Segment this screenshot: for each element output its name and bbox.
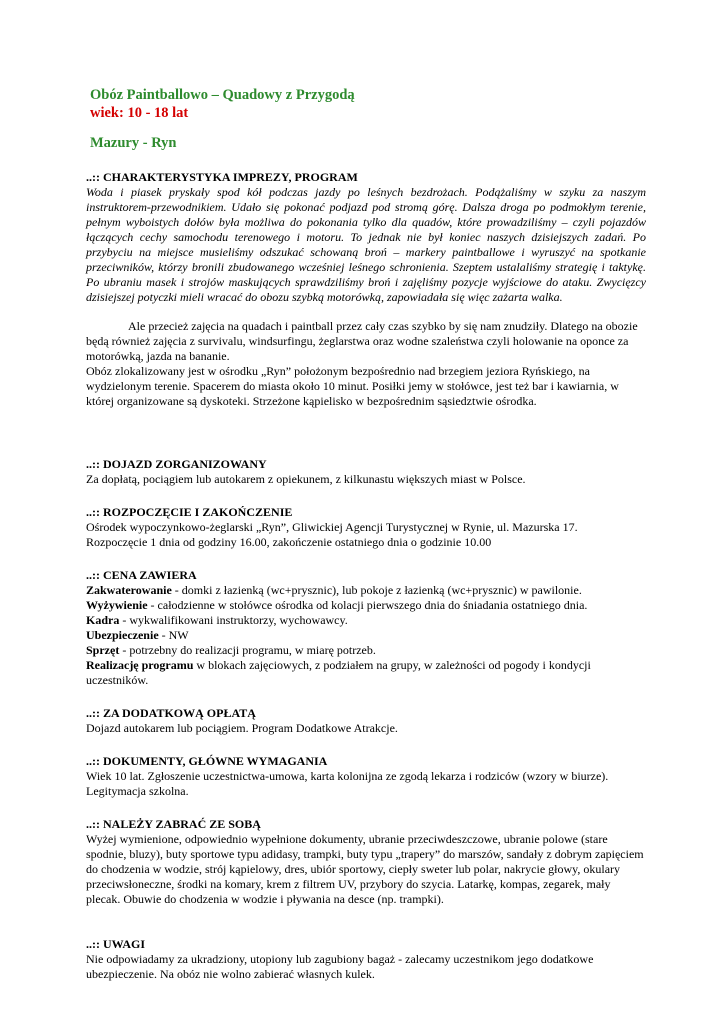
to-bring-section: [86, 817, 646, 907]
start-end-times: Rozpoczęcie 1 dnia od godziny 16.00, zakończenie ostatniego dnia o godzinie 10.00: [86, 535, 492, 549]
start-end-venue: Ośrodek wypoczynkowo-żeglarski „Ryn”, Gliwickiej Agencji Turystycznej w Rynie, ul. Mazurska 17.: [86, 520, 578, 534]
price-includes-heading: ..:: CENA ZAWIERA: [86, 568, 197, 582]
price-item-label: Realizację programu: [86, 658, 194, 672]
price-item-label: Kadra: [86, 613, 120, 627]
extra-fee-text: Dojazd autokarem lub pociągiem. Program Dodatkowe Atrakcje.: [86, 721, 398, 735]
price-item-text: - całodzienne w stołówce ośrodka od kolacji pierwszego dnia do śniadania ostatniego dnia.: [147, 598, 588, 612]
price-includes-section: [86, 568, 646, 688]
price-item-label: Wyżywienie: [86, 598, 148, 612]
program-paragraph-location: Obóz zlokalizowany jest w ośrodku „Ryn” położonym bezpośrednio nad brzegiem jeziora Ryńskiego, na wydzielonym terenie. Spacerem do miasta około 10 minut. Posiłki jemy w stołówce, jest też bar i kawiarnia, w której organizowane są dyskoteki. Strzeżone kąpielisko w bezpośrednim sąsiedztwie ośrodka.: [86, 364, 619, 408]
price-item-insurance: [86, 628, 646, 643]
program-paragraph-activities: Ale przecież zajęcia na quadach i paintball przez cały czas szybko by się nam znudziły. Dlatego na obozie będą również zajęcia z survivalu, windsurfingu, żeglarstwa oraz wodne szaleństwa czyli holowanie na oponce za motorówką, jazda na bananie.: [86, 319, 638, 363]
extra-fee-heading: ..:: ZA DODATKOWĄ OPŁATĄ: [86, 706, 256, 720]
notes-section: [86, 937, 646, 982]
documents-section: [86, 754, 646, 799]
price-item-staff: [86, 613, 646, 628]
transport-heading: ..:: DOJAZD ZORGANIZOWANY: [86, 457, 267, 471]
price-item-label: Ubezpieczenie: [86, 628, 159, 642]
price-item-equipment: [86, 643, 646, 658]
transport-section: [86, 457, 646, 487]
price-item-label: Zakwaterowanie: [86, 583, 172, 597]
price-item-accommodation: [86, 583, 646, 598]
extra-fee-section: [86, 706, 646, 736]
program-story: Woda i piasek pryskały spod kół podczas jazdy po leśnych bezdrożach. Podążaliśmy w szyku za naszym instruktorem-przewodnikiem. Udało się pokonać podjazd pod stromą górę. Dalsza droga po podmokłym terenie, pełnym wyboistych dołów była możliwa do pokonania tylko dla quadów, które prowadziliśmy – czyli pojazdów łączących cechy samochodu terenowego i motoru. To jednak nie był koniec naszych dzisiejszych zadań. Po przybyciu na miejsce musieliśmy odszukać schowaną broń – markery paintballowe i wyruszyć na spotkanie przeciwników, którzy bronili zbudowanego wcześniej leśnego schronienia. Szeptem ustalaliśmy strategię i taktykę. Po ubraniu masek i strojów maskujących sprawdziliśmy broń i zajęliśmy pozycje wyjściowe do ataku. Zwycięzcy dzisiejszej potyczki mieli wracać do obozu szybką motorówką, zapowiadała się więc zażarta walka.: [86, 185, 646, 304]
price-item-text: - wykwalifikowani instruktorzy, wychowawcy.: [119, 613, 348, 627]
transport-text: Za dopłatą, pociągiem lub autokarem z opiekunem, z kilkunastu większych miast w Polsce.: [86, 472, 526, 486]
program-heading: ..:: CHARAKTERYSTYKA IMPREZY, PROGRAM: [86, 170, 358, 184]
program-section: [86, 170, 646, 409]
price-item-text: w blokach zajęciowych, z podziałem na grupy, w zależności od pogody i kondycji uczestników.: [86, 658, 591, 687]
price-item-meals: [86, 598, 646, 613]
start-end-section: [86, 505, 646, 550]
notes-text: Nie odpowiadamy za ukradziony, utopiony lub zagubiony bagaż - zalecamy uczestnikom jego dodatkowe ubezpieczenie. Na obóz nie wolno zabierać własnych kulek.: [86, 952, 594, 981]
documents-heading: ..:: DOKUMENTY, GŁÓWNE WYMAGANIA: [86, 754, 328, 768]
document-page: [86, 86, 646, 982]
price-item-text: - domki z łazienką (wc+prysznic), lub pokoje z łazienką (wc+prysznic) w pawilonie.: [171, 583, 582, 597]
to-bring-text: Wyżej wymienione, odpowiednio wypełnione dokumenty, ubranie przeciwdeszczowe, ubranie polowe (stare spodnie, bluzy), buty sportowe typu adidasy, trampki, buty typu „trapery” do marszów, sandały z dobrym zapięciem do chodzenia w wodzie, strój kąpielowy, dres, ubiór sportowy, ciepły sweter lub polar, nakrycie głowy, okulary przeciwsłoneczne, środki na komary, krem z filtrem UV, przybory do szycia. Latarkę, kompas, zegarek, mały plecak. Obuwie do chodzenia w wodzie i pływania na desce (np. trampki).: [86, 832, 644, 906]
document-title: Obóz Paintballowo – Quadowy z Przygodą: [90, 87, 355, 103]
price-item-program: [86, 658, 646, 688]
location-title: Mazury - Ryn: [90, 135, 177, 151]
start-end-heading: ..:: ROZPOCZĘCIE I ZAKOŃCZENIE: [86, 505, 293, 519]
age-range: wiek: 10 - 18 lat: [90, 105, 189, 121]
price-item-text: - potrzebny do realizacji programu, w miarę potrzeb.: [119, 643, 376, 657]
price-item-text: - NW: [158, 628, 189, 642]
price-item-label: Sprzęt: [86, 643, 120, 657]
notes-heading: ..:: UWAGI: [86, 937, 145, 951]
to-bring-heading: ..:: NALEŻY ZABRAĆ ZE SOBĄ: [86, 817, 261, 831]
documents-text: Wiek 10 lat. Zgłoszenie uczestnictwa-umowa, karta kolonijna ze zgodą lekarza i rodziców (wzory w biurze). Legitymacja szkolna.: [86, 769, 609, 798]
